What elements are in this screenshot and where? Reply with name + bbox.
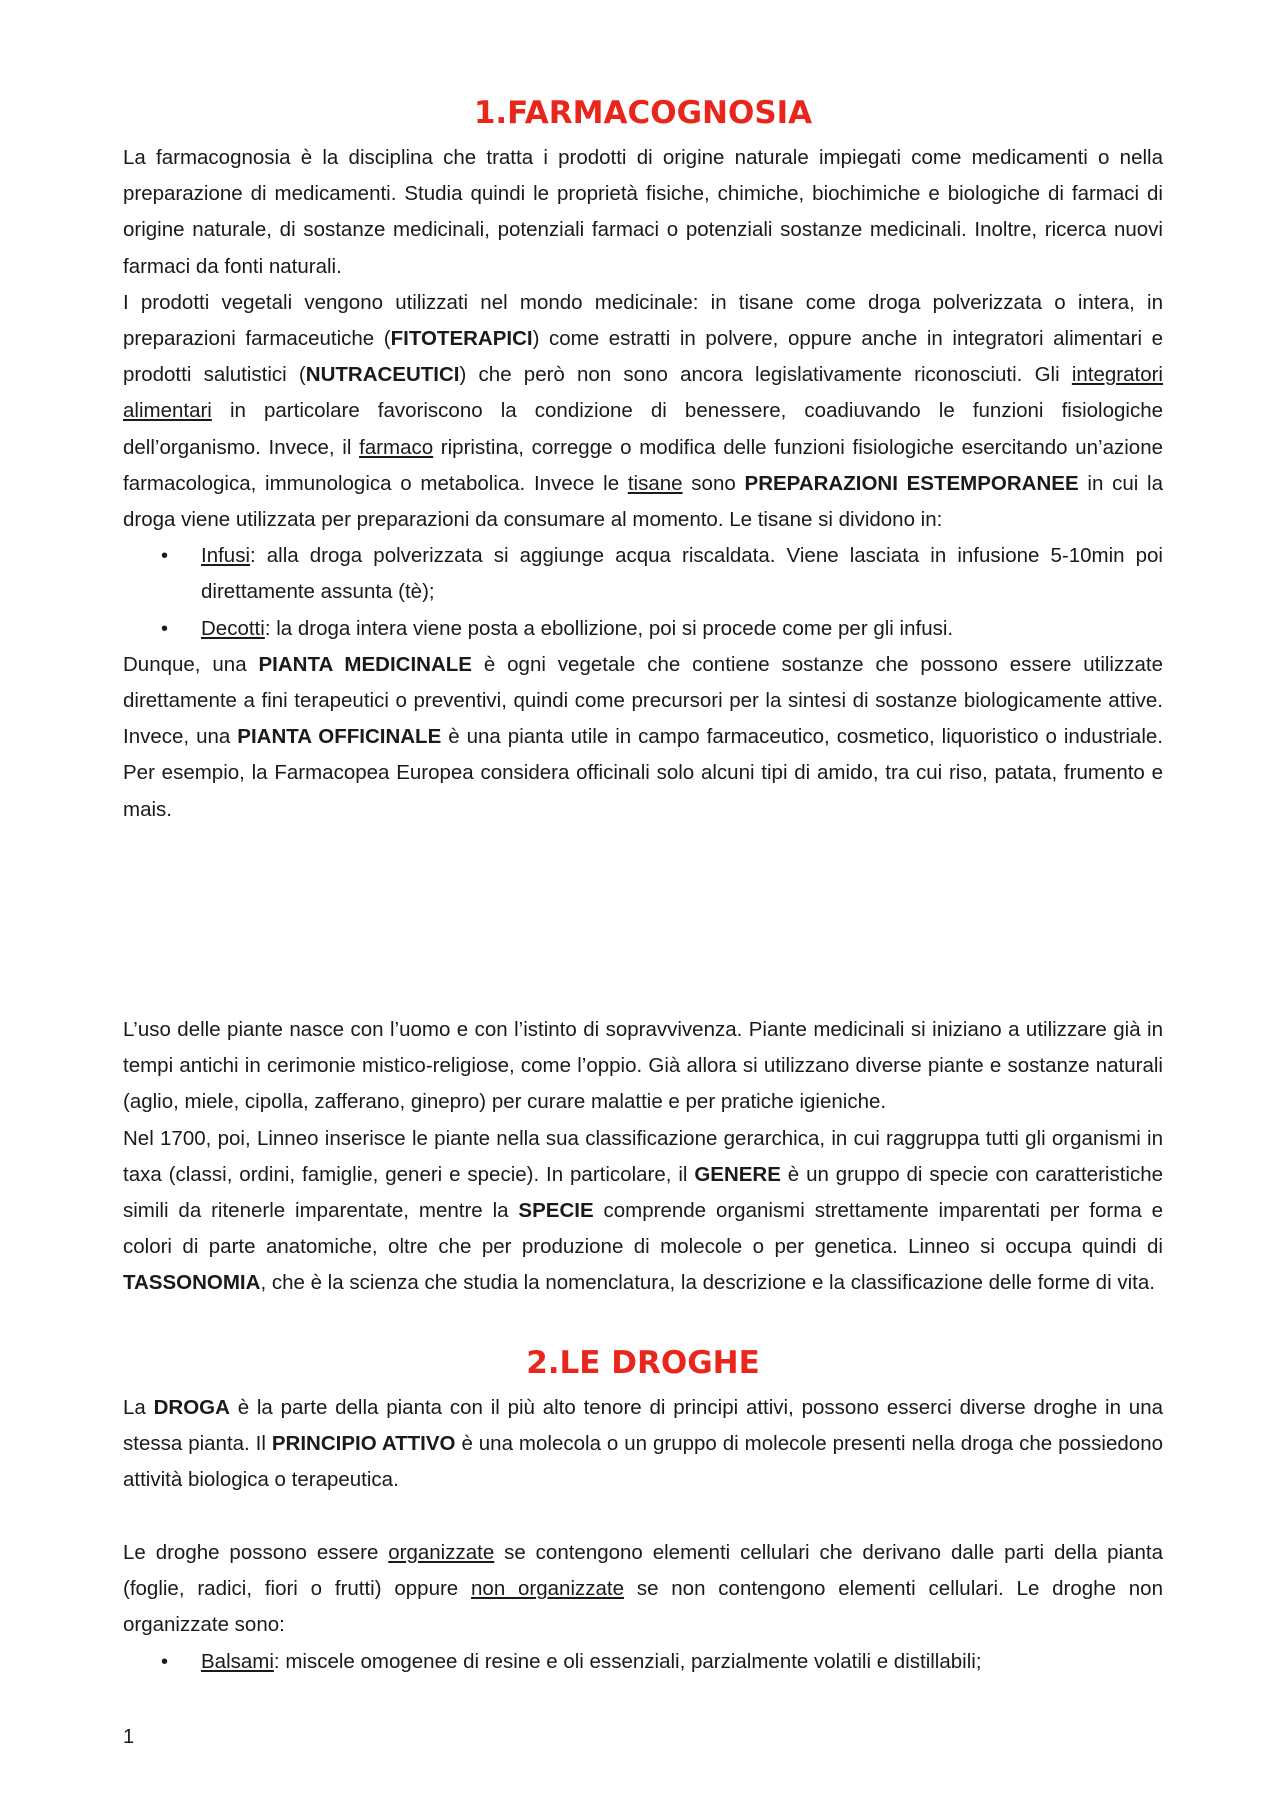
term-droga: DROGA <box>153 1396 230 1419</box>
text-run: sono <box>682 471 745 495</box>
list-item-text: : alla droga polverizzata si aggiunge acqua riscaldata. Viene lasciata in infusione 5-10min poi direttamente assunta (tè); <box>201 544 1163 604</box>
text-run: Nel 1700, poi, Linneo inserisce le piante nella sua classificazione gerarchica, in cui raggruppa tutti gli organismi in taxa (classi, ordini, famiglie, generi e specie). In particolare, il <box>123 1126 1163 1186</box>
paragraph-droga-definition <box>123 1390 1163 1499</box>
text-run: è la parte della pianta con il più alto tenore di principi attivi, possono esserci diverse droghe in una stessa pianta. Il <box>123 1396 1164 1456</box>
paragraph-history: L’uso delle piante nasce con l’uomo e con l’istinto di sopravvivenza. Piante medicinali si iniziano a utilizzare già in tempi antichi in cerimonie mistico-religiose, come l’oppio. Già allora si utilizzano diverse piante e sostanze naturali (aglio, miele, cipolla, zafferano, ginepro) per curare malattie e per pratiche igieniche. <box>123 1018 1163 1114</box>
term-tassonomia: TASSONOMIA <box>123 1271 261 1295</box>
text-run: , che è la scienza che studia la nomenclatura, la descrizione e la classificazione delle forme di vita. <box>260 1271 1155 1295</box>
term-pianta-medicinale: PIANTA MEDICINALE <box>258 652 472 676</box>
paragraph-vegetable-products <box>123 285 1163 538</box>
paragraph-linneo <box>123 1121 1163 1302</box>
text-run: è un gruppo di specie con caratteristiche simili da ritenerle imparentate, mentre la <box>123 1162 1163 1223</box>
term-tisane: tisane <box>627 471 683 495</box>
section1-block-a <box>123 140 1163 828</box>
term-pianta-officinale: PIANTA OFFICINALE <box>237 725 442 749</box>
section-title-farmacognosia: 1.FARMACOGNOSIA <box>473 95 813 131</box>
text-run: comprende organismi strettamente imparentati per forma e colori di parte anatomiche, oltre che per produzione di molecole o per genetica. Linneo si occupa quindi di <box>123 1199 1164 1259</box>
text-run: Dunque, una <box>123 652 259 676</box>
term-specie: SPECIE <box>518 1199 594 1223</box>
term-farmaco: farmaco <box>359 435 434 459</box>
bullet-icon: • <box>161 545 169 568</box>
text-run: in particolare favoriscono la condizione di benessere, coadiuvando le funzioni fisiologiche dell’organismo. Invece, il <box>123 399 1163 459</box>
section1-block-b <box>123 1012 1163 1302</box>
text-run: ) come estratti in polvere, oppure anche in integratori alimentari e prodotti salutistici ( <box>123 327 1164 387</box>
term-non-organizzate: non organizzate <box>471 1577 625 1601</box>
section-title-le-droghe: 2.LE DROGHE <box>526 1345 760 1381</box>
term-balsami: Balsami <box>201 1649 274 1673</box>
text-run: La <box>123 1396 154 1419</box>
text-run: è una pianta utile in campo farmaceutico, cosmetico, liquoristico o industriale. Per esempio, la Farmacopea Europea considera officinali solo alcuni tipi di amido, tra cui riso, patata, frumento e mais. <box>123 725 1163 821</box>
text-run: Le droghe possono essere <box>123 1541 389 1564</box>
droghe-list <box>123 1644 1163 1680</box>
term-decotti: Decotti <box>201 616 265 640</box>
text-run: è una molecola o un gruppo di molecole presenti nella droga che possiedono attività biologica o terapeutica. <box>123 1432 1163 1492</box>
list-item-text: : la droga intera viene posta a ebollizione, poi si procede come per gli infusi. <box>264 616 954 640</box>
paragraph-droghe-types <box>123 1535 1163 1644</box>
term-infusi: Infusi <box>201 544 250 568</box>
paragraph-definition: La farmacognosia è la disciplina che tratta i prodotti di origine naturale impiegati come medicamenti o nella preparazione di medicamenti. Studia quindi le proprietà fisiche, chimiche, biochimiche e biologiche di farmaci di origine naturale, di sostanze medicinali, potenziali farmaci o potenziali sostanze medicinali. Inoltre, ricerca nuovi farmaci da fonti naturali. <box>123 146 1163 278</box>
page-number: 1 <box>123 1726 135 1748</box>
section2-block-b <box>123 1535 1163 1680</box>
term-genere: GENERE <box>694 1162 781 1186</box>
term-nutraceutici: NUTRACEUTICI <box>305 363 460 387</box>
list-item <box>123 611 1163 647</box>
term-organizzate: organizzate <box>388 1541 495 1564</box>
bullet-icon: • <box>161 617 169 640</box>
text-run: se non contengono elementi cellulari. Le droghe non organizzate sono: <box>123 1577 1163 1637</box>
text-run: è ogni vegetale che contiene sostanze che possono essere utilizzate direttamente a fini terapeutici o preventivi, quindi come precursori per la sintesi di sostanze biologicamente attive. Invece, una <box>123 652 1163 749</box>
paragraph-piante <box>123 647 1163 828</box>
text-run: I prodotti vegetali vengono utilizzati nel mondo medicinale: in tisane come droga polverizzata o intera, in preparazioni farmaceutiche ( <box>123 290 1163 351</box>
section2-block-a <box>123 1390 1163 1499</box>
text-run: in cui la droga viene utilizzata per preparazioni da consumare al momento. Le tisane si dividono in: <box>123 471 1163 532</box>
list-item <box>123 538 1163 610</box>
term-principio-attivo: PRINCIPIO ATTIVO <box>271 1432 456 1456</box>
bullet-icon: • <box>161 1650 169 1673</box>
tisane-list <box>123 538 1163 647</box>
list-item <box>123 1644 1163 1680</box>
term-fitoterapici: FITOTERAPICI <box>390 327 533 351</box>
list-item-text: : miscele omogenee di resine e oli essenziali, parzialmente volatili e distillabili; <box>273 1649 982 1673</box>
text-run: ) che però non sono ancora legislativamente riconosciuti. Gli <box>459 363 1072 387</box>
text-run: ripristina, corregge o modifica delle funzioni fisiologiche esercitando un’azione farmacologica, immunologica o metabolica. Invece le <box>123 435 1163 495</box>
text-run: se contengono elementi cellulari che derivano dalle parti della pianta (foglie, radici, fiori o frutti) oppure <box>123 1541 1164 1601</box>
term-preparazioni-estemporanee: PREPARAZIONI ESTEMPORANEE <box>744 471 1079 495</box>
term-integratori-alimentari: integratori alimentari <box>123 363 1163 423</box>
